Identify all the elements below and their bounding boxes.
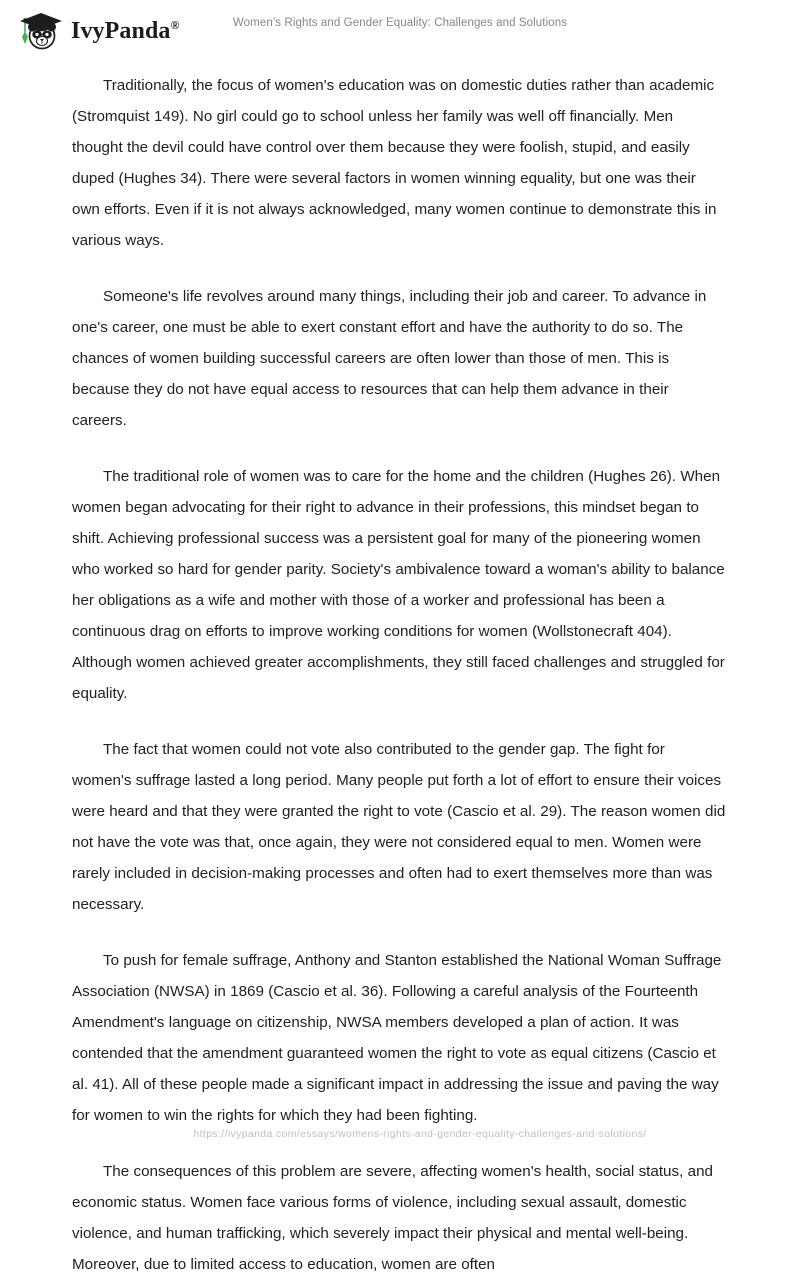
body-paragraph: The consequences of this problem are severe, affecting women's health, social status, and economic status. Women face various forms of violence, including sexual assault, domestic violence, and human trafficking, which severely impact their physical and mental well-being. Moreover, due to limited access to education, women are often <box>72 1163 713 1273</box>
body-paragraph: To push for female suffrage, Anthony and Stanton established the National Woman Suffrage Association (NWSA) in 1869 (Cascio et al. 36). Following a careful analysis of the Fourteenth Amendment's language on citizenship, NWSA members developed a plan of action. It was contended that the amendment guaranteed women the right to vote as equal citizens (Cascio et al. 41). All of these people made a significant impact in addressing the issue and paving the way for women to win the rights for which they had been fighting. <box>72 952 722 1124</box>
document-title-header: Women’s Rights and Gender Equality: Challenges and Solutions <box>232 17 568 29</box>
body-paragraph: Someone's life revolves around many things, including their job and career. To advance in one's career, one must be able to exert constant effort and have the authority to do so. The chances of women building successful careers are often lower than those of men. This is because they do not have equal access to resources that can help them advance in their careers. <box>72 288 707 429</box>
page-footer <box>0 1124 800 1142</box>
body-paragraph: The fact that women could not vote also contributed to the gender gap. The fight for women's suffrage lasted a long period. Many people put forth a lot of effort to ensure their voices were heard and that they were granted the right to vote (Cascio et al. 29). The reason women did not have the vote was that, once again, they were not considered equal to men. Women were rarely included in decision-making processes and often had to exert themselves more than was necessary. <box>72 741 726 913</box>
brand-name-text: IvyPanda <box>71 18 171 44</box>
body-paragraph: Traditionally, the focus of women's education was on domestic duties rather than academic (Stromquist 149). No girl could go to school unless her family was well off financially. Men thought the devil could have control over them because they were foolish, stupid, and easily duped (Hughes 34). There were several factors in women winning equality, but one was their own efforts. Even if it is not always acknowledged, many women continue to demonstrate this in various ways. <box>72 77 717 249</box>
body-paragraph: The traditional role of women was to care for the home and the children (Hughes 26). When women began advocating for their right to advance in their professions, this mindset began to shift. Achieving professional success was a persistent goal for many of the pioneering women who worked so hard for gender parity. Society's ambivalence toward a woman's ability to balance her obligations as a wife and mother with those of a worker and professional has been a continuous drag on efforts to improve working conditions for women (Wollstonecraft 404). Although women achieved greater accomplishments, they still faced challenges and struggled for equality. <box>72 468 725 702</box>
registered-trademark-symbol: ® <box>170 18 180 32</box>
source-url-link[interactable]: https://ivypanda.com/essays/womens-rights-and-gender-equality-challenges-and-solutions/ <box>193 1128 647 1140</box>
document-body <box>72 70 726 1280</box>
page-header <box>0 0 800 58</box>
